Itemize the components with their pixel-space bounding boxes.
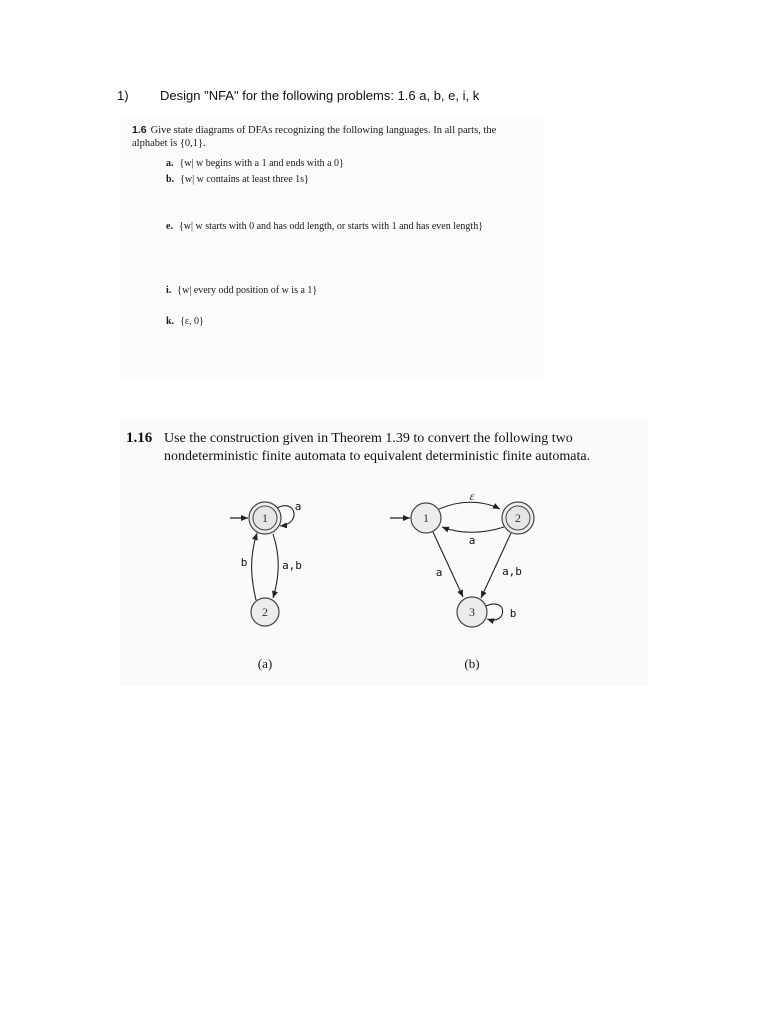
part-text: {ε, 0} xyxy=(180,316,204,327)
state-2-label: 2 xyxy=(515,511,521,525)
self-loop-1-label: a xyxy=(294,500,302,513)
exercise-part-a xyxy=(166,158,344,169)
edge-1-to-2-label: ε xyxy=(469,489,475,503)
exercise-1-16-scan xyxy=(120,420,648,686)
part-label: i. xyxy=(166,285,172,296)
state-3-label: 3 xyxy=(469,605,475,619)
edge-2-to-1-label: a xyxy=(468,534,476,547)
exercise-1-16-text: Use the construction given in Theorem 1.39 to convert the following two nondeterministic finite automata to equivalent deterministic finite automata. xyxy=(164,431,591,464)
exercise-part-k xyxy=(166,316,204,327)
diagram-a-caption: (a) xyxy=(257,656,273,671)
edge-2-to-1 xyxy=(442,527,504,532)
part-text: {w| w contains at least three 1s} xyxy=(180,174,309,185)
question-number: 1) xyxy=(117,88,129,103)
nfa-diagrams xyxy=(120,420,648,686)
exercise-part-b xyxy=(166,174,309,185)
exercise-part-e xyxy=(166,221,483,232)
state-1-label: 1 xyxy=(262,511,268,525)
self-loop-3 xyxy=(486,604,503,620)
part-text: {w| w starts with 0 and has odd length, or starts with 1 and has even length} xyxy=(178,221,484,232)
part-text: {w| w begins with a 1 and ends with a 0} xyxy=(179,158,344,169)
diagram-b-caption: (b) xyxy=(464,656,480,671)
exercise-1-16-number: 1.16 xyxy=(126,430,153,446)
exercise-1-6-heading xyxy=(132,124,532,150)
self-loop-3-label: b xyxy=(509,607,517,620)
edge-1-to-2-label: a,b xyxy=(282,559,302,572)
edge-2-to-1 xyxy=(252,533,257,600)
state-1-label: 1 xyxy=(423,511,429,525)
exercise-1-6-number: 1.6 xyxy=(132,124,147,136)
edge-1-to-2 xyxy=(439,502,500,509)
edge-2-to-3-label: a,b xyxy=(502,565,522,578)
nfa-diagram-a xyxy=(230,500,302,671)
part-label: a. xyxy=(166,158,174,169)
nfa-diagram-b xyxy=(390,489,534,671)
part-text: {w| every odd position of w is a 1} xyxy=(177,285,318,296)
state-2-label: 2 xyxy=(262,605,268,619)
part-label: k. xyxy=(166,316,175,327)
part-label: b. xyxy=(166,174,175,185)
exercise-part-i xyxy=(166,285,317,296)
question-text: Design "NFA" for the following problems: 1.6 a, b, e, i, k xyxy=(160,88,480,103)
edge-1-to-2 xyxy=(273,534,278,598)
edge-1-to-3-label: a xyxy=(435,566,443,579)
part-label: e. xyxy=(166,221,173,232)
edge-1-to-3 xyxy=(433,532,463,597)
exercise-1-6-scan xyxy=(120,118,544,380)
exercise-1-6-text: Give state diagrams of DFAs recognizing the following languages. In all parts, the alphabet is {0,1}. xyxy=(132,125,497,149)
edge-2-to-1-label: b xyxy=(240,556,248,569)
